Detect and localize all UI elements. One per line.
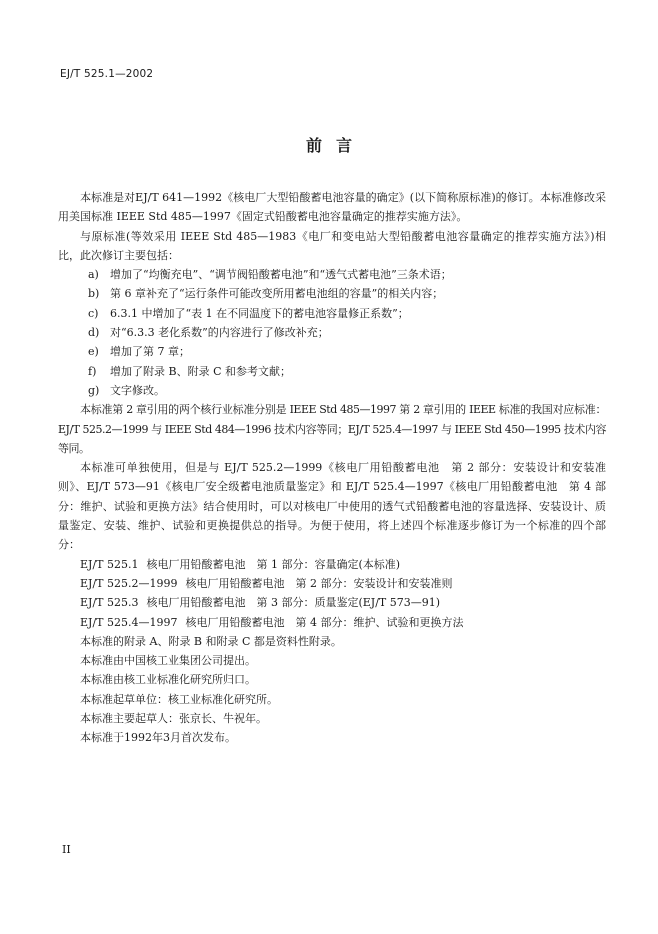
paragraph: 本标准主要起草人：张京长、牛祝年。	[80, 712, 267, 726]
paragraph: 本标准由中国核工业集团公司提出。	[80, 654, 256, 668]
list-item	[58, 342, 606, 361]
list-text: 增加了“均衡充电”、“调节阀铅酸蓄电池”和“透气式蓄电池”三条术语；	[110, 268, 452, 282]
paragraph: 本标准第 2 章引用的两个核行业标准分别是 IEEE Std 485—1997 第 2 章引用的 IEEE 标准的我国对应标准：EJ/T 525.2—1999 与 IEEE Std 484—1996 技术内容等同；EJ/T 525.4—1997 与 IEEE Std 450—1995 技术内容等同。	[58, 403, 606, 455]
part-item	[80, 593, 606, 612]
paragraph: 本标准可单独使用，但是与 EJ/T 525.2—1999《核电厂用铅酸蓄电池 第 2 部分：安装设计和安装准则》、EJ/T 573—91《核电厂安全级蓄电池质量鉴定》和 EJ/T 525.4—1997《核电厂用铅酸蓄电池 第 4 部分：维护、试验和更换方法》结合使用时，可以对核电厂中使用的透气式铅酸蓄电池的容量选择、安装设计、质量鉴定、安装、维护、试验和更换提供总的指导。为便于使用，将上述四个标准逐步修订为一个标准的四个部分：	[58, 461, 606, 552]
part-item	[80, 555, 606, 574]
list-text: 增加了第 7 章；	[110, 345, 190, 359]
paragraph: 本标准由核工业标准化研究所归口。	[80, 673, 256, 687]
part-code: EJ/T 525.3	[80, 596, 139, 610]
list-item	[58, 304, 606, 323]
list-item	[58, 323, 606, 342]
paragraph: 本标准起草单位：核工业标准化研究所。	[80, 692, 278, 706]
part-title: 核电厂用铅酸蓄电池 第 4 部分：维护、试验和更换方法	[185, 615, 464, 629]
paragraph: 与原标准(等效采用 IEEE Std 485—1983《电厂和变电站大型铅酸蓄电池容量确定的推荐实施方法》)相比，此次修订主要包括：	[58, 229, 606, 262]
list-text: 对“6.3.3 老化系数”的内容进行了修改补充；	[110, 326, 329, 340]
list-marker: b)	[88, 287, 100, 301]
list-text: 6.3.1 中增加了“表 1 在不同温度下的蓄电池容量修正系数”；	[110, 306, 409, 320]
list-item	[58, 362, 606, 381]
list-item	[58, 284, 606, 303]
part-title: 核电厂用铅酸蓄电池 第 1 部分：容量确定(本标准)	[146, 557, 401, 571]
paragraph: 本标准于1992年3月首次发布。	[80, 731, 236, 745]
part-code: EJ/T 525.2—1999	[80, 576, 178, 590]
part-title: 核电厂用铅酸蓄电池 第 3 部分：质量鉴定(EJ/T 573—91)	[146, 596, 441, 610]
list-marker: g)	[88, 383, 100, 397]
part-code: EJ/T 525.4—1997	[80, 615, 178, 629]
parts-list	[58, 555, 606, 632]
part-item	[80, 574, 606, 593]
list-marker: d)	[88, 326, 100, 340]
list-marker: c)	[88, 306, 99, 320]
part-item	[80, 613, 606, 632]
list-marker: e)	[88, 345, 99, 359]
page-title: 前言	[305, 136, 366, 155]
list-marker: a)	[88, 268, 99, 282]
document-body	[58, 188, 606, 748]
list-text: 第 6 章补充了“运行条件可能改变所用蓄电池组的容量”的相关内容；	[110, 287, 444, 301]
part-code: EJ/T 525.1	[80, 557, 139, 571]
page-number: II	[62, 843, 71, 856]
list-item	[58, 265, 606, 284]
change-list	[58, 265, 606, 400]
list-text: 文字修改。	[110, 383, 165, 397]
list-text: 增加了附录 B、附录 C 和参考文献；	[110, 364, 291, 378]
list-marker: f)	[88, 364, 97, 378]
document-code: EJ/T 525.1—2002	[60, 68, 154, 80]
list-item	[58, 381, 606, 400]
paragraph: 本标准的附录 A、附录 B 和附录 C 都是资料性附录。	[80, 634, 342, 648]
part-title: 核电厂用铅酸蓄电池 第 2 部分：安装设计和安装准则	[185, 576, 453, 590]
paragraph: 本标准是对EJ/T 641—1992《核电厂大型铅酸蓄电池容量的确定》(以下简称原标准)的修订。本标准修改采用美国标准 IEEE Std 485—1997《固定式铅酸蓄电池容量确定的推荐实施方法》。	[58, 191, 606, 224]
